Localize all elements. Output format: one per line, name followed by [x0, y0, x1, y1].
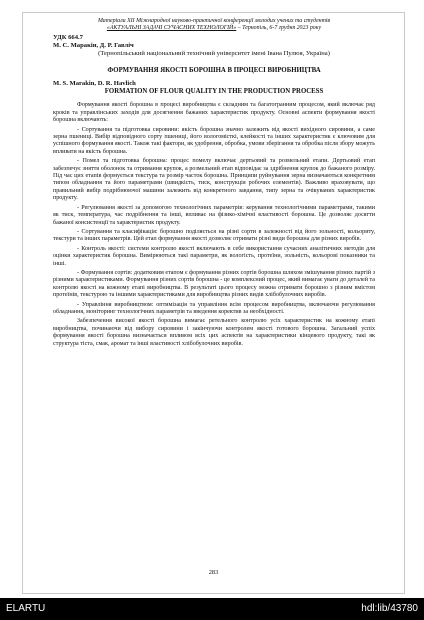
authors-en: M. S. Marakin, D. R. Havlich: [53, 80, 136, 88]
paragraph: Забезпечення високої якості борошна вимагає ретельного контролю усіх характеристик на кожному етапі виробництва, починаючи від вибору сировини і закінчуючи контролем якості готового борошна. Загальний успіх формування якості борошна визначається впливом всіх цих аспектів на характеристики кінцевого продукту, такі як структура тіста, смак, аромат та інші властивості хлібобулочних виробів.: [53, 318, 375, 347]
repository-footer-bar: [0, 598, 424, 620]
authors-ua: М. С. Маракін, Д. Р. Гавліч: [53, 42, 134, 50]
title-en: FORMATION OF FLOUR QUALITY IN THE PRODUCTION PROCESS: [104, 88, 324, 96]
handle-identifier: hdl:lib/43780: [361, 603, 418, 614]
title-ua: ФОРМУВАННЯ ЯКОСТІ БОРОШНА В ПРОЦЕСІ ВИРОБНИЦТВА: [107, 67, 321, 75]
header-conference-name: «АКТУАЛЬНІ ЗАДАЧІ СУЧАСНИХ ТЕХНОЛОГІЙ»: [106, 25, 237, 32]
udc-code: УДК 664.7: [53, 34, 83, 42]
affiliation: (Тернопільський національний технічний університет імені Івана Пулюя, Україна): [98, 50, 330, 58]
paragraph: - Регулювання якості за допомогою технологічних параметрів: керування технологічними параметрами, такими як тиск, температура, час подрібнення та інші, впливає на фізико-хімічні властивості борошна. Це дозволяє досягти бажаної консистенції та характеристик продукту.: [53, 204, 375, 226]
body-text: [53, 102, 375, 348]
header-place-date: – Тернопіль, 6-7 грудня 2023 року: [236, 25, 322, 32]
header-line-2: [53, 25, 375, 32]
repository-name: ELARTU: [6, 603, 46, 614]
paragraph: - Сортування та класифікація: борошно поділяється на різні сорти в залежності від його зольності, кольориту, текстури та інших параметрів. Цей етап формування якості дозволяє отримати різні види борошна для різних виробів.: [53, 228, 375, 243]
paragraph: - Помел та підготовка борошна: процес помелу включає дертьовий та розмельний етапи. Дертьовий етап забезпечує зняття оболонок та отримання крупок, а розмельний етап відповідає за здрібнення крупок до бажаного розміру. Під час цих етапів формується текстура та розмір часток борошна. Принципи руйнування зерна визначаються конкретним типом обладнання та його параметрами (швидкість, тиск, конструкція робочих елементів). Важливо враховувати, що правильний вибір подрібнюючої машини залежить від конкретного завдання, типу зерна та очікуваних характеристик продукту.: [53, 158, 375, 202]
page-content: [53, 18, 375, 350]
paragraph: Формування якості борошна в процесі виробництва є складним та багатогранним процесом, який включає ряд кроків та управлінських заходів для досягнення бажаних характеристик продукту. Основні аспекти формування якості борошна включають:: [53, 102, 375, 124]
paragraph: - Формування сортів: додатковим етапом є формування різних сортів борошна шляхом змішування різних партій з різними характеристиками. Формування різних сортів борошна - це комплексний процес, який вимагає уваги до деталей та контролю якості на кожному етапі виробництва. В результаті цього процесу можна отримати борошно з різним вмістом протеїнів, текстурою та іншими характеристиками для виробництва різних видів хлібобулочних виробів.: [53, 269, 375, 299]
page-number: 283: [208, 569, 219, 576]
document-page: [22, 12, 405, 594]
paragraph: - Управління виробництвом: оптимізація та управління всім процесом виробництва, включаючи регулювання обладнання, моніторинг технологічних параметрів та введення коректив за необхідності.: [53, 301, 375, 315]
header-line-1: Матеріали XII Міжнародної науково-практичної конференції молодих учених та студентів: [97, 18, 331, 24]
paragraph: - Сортування та підготовка сировини: якість борошна значно залежить від якості вихідного сировини, а саме зерна пшениці. Вибір відповідного сорту пшениці, його вологомісткі, клейкості та інших характеристик є ключовим для успішного формування якості. Також такі фактори, як удобрення, обробка, умови зберігання та обробка після збору можуть впливати на якість борошна.: [53, 126, 375, 155]
running-header: [53, 18, 375, 32]
paragraph: - Контроль якості: системи контролю якості включають в себе використання сучасних аналітичних методів для оцінки характеристик борошна. Вимірюються такі параметри, як вологість, протеїни, зольність, кольорові показники та інші.: [53, 245, 375, 267]
